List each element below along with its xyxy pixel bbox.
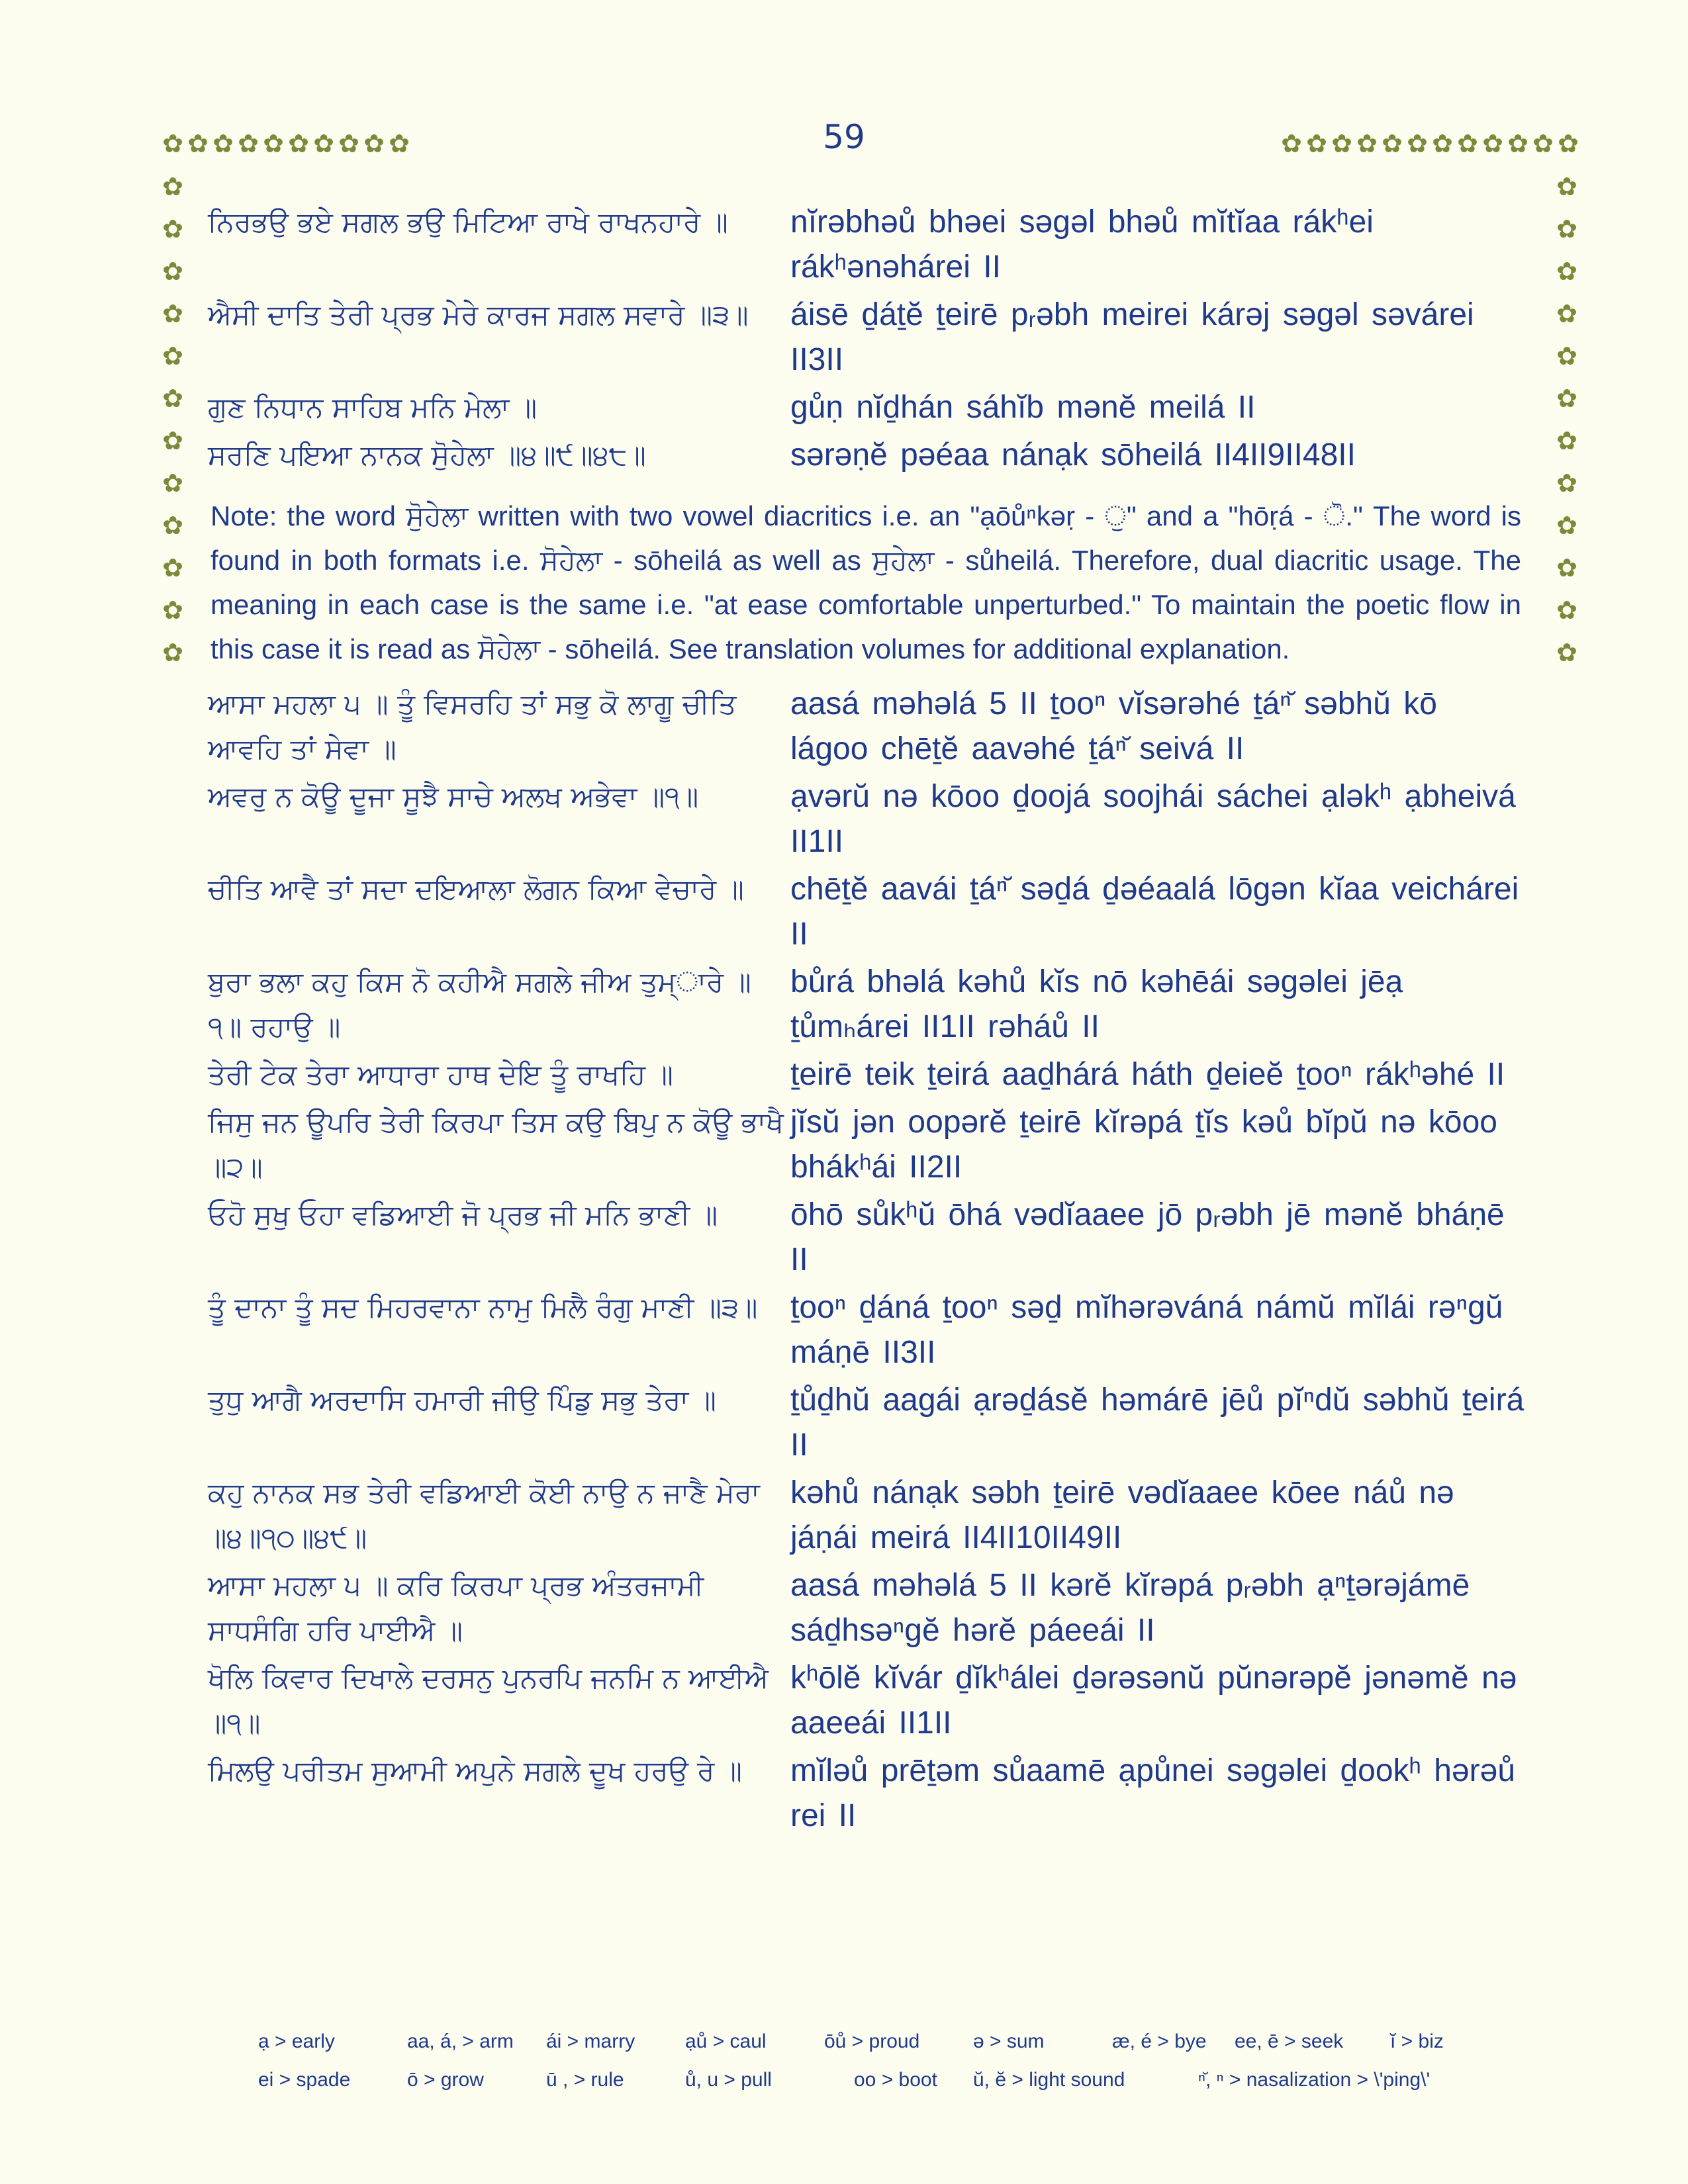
legend-item: ů, u > pull [685,2069,772,2091]
gurmukhi-verse: ਤੇਰੀ ਟੇਕ ਤੇਰਾ ਆਧਾਰਾ ਹਾਥ ਦੇਇ ਤੂੰ ਰਾਖਹਿ ॥ [208,1058,673,1091]
flower-ornament-icon: ✿ [1556,172,1577,201]
flower-ornament-icon: ✿ [162,299,183,328]
flower-ornament-icon: ✿ [313,129,334,158]
legend-item: ŭ, ĕ > light sound [973,2069,1125,2091]
flower-ornament-icon: ✿ [1556,341,1577,371]
flower-ornament-icon: ✿ [162,426,183,455]
verse-row [208,1471,1525,1561]
gurmukhi-verse: ਗੁਣ ਨਿਧਾਨ ਸਾਹਿਬ ਮਨਿ ਮੇਲਾ ॥ [208,391,538,424]
flower-ornament-icon: ✿ [1407,129,1428,158]
gurmukhi-verse: ਖੋਲਿ ਕਿਵਾਰ ਦਿਖਾਲੇ ਦਰਸਨੁ ਪੁਨਰਪਿ ਜਨਮਿ ਨ ਆਈਐ ॥੧॥ [208,1662,769,1739]
gurmukhi-verse: ਐਸੀ ਦਾਤਿ ਤੇਰੀ ਪ੍ਰਭ ਮੇਰੇ ਕਾਰਜ ਸਗਲ ਸਵਾਰੇ ॥੩॥ [208,298,749,331]
legend-item: aa, á, > arm [407,2030,514,2052]
verse-row [208,682,1525,772]
transliteration: kʰōlĕ kĭvár ḏĭkʰálei ḏərəsənŭ pŭnərəpĕ jənəmĕ nə aaeeái II1II [790,1661,1517,1741]
transliteration: aasá məhəlá 5 II kərĕ kĭrəpá pᵣəbh ạⁿṯərəjámē sáḏhsəⁿgĕ hərĕ páeeái II [790,1568,1470,1648]
flower-ornament-icon: ✿ [162,341,183,371]
transliteration: chēṯĕ aavái ṯáⁿ̆ səḏá ḏəéaalá lōgən kĭaa veichárei II [790,872,1519,952]
gurmukhi-verse: ਚੀਤਿ ਆਵੈ ਤਾਂ ਸਦਾ ਦਇਆਲਾ ਲੋਗਨ ਕਿਆ ਵੇਚਾਰੇ ॥ [208,873,744,905]
flower-ornament-icon: ✿ [162,469,183,498]
verse-row [208,433,1525,478]
diacritic-note: Note: the word ਸੋੁਹੇਲਾ written with two vowel diacritics i.e. an "ạōůⁿkəṛ - ੁ" and a "hōṛá - ੋ." The word is found in both formats i.e. ਸੋਹੇਲਾ - sōheilá as well as ਸੁਹੇਲਾ - sůheilá. Therefore, dual diacritic usage. The meaning in each case is the same i.e. "at ease comfortable unperturbed." To maintain the poetic flow in this case it is read as ਸੋਹੇਲਾ - sōheilá. See translation volumes for additional explanation. [211,500,1521,664]
verse-row [208,1378,1525,1468]
flower-ornament-icon: ✿ [162,257,183,286]
transliteration: ōhō sůkʰŭ ōhá vədĭaaee jō pᵣəbh jē mənĕ bháṇē II [790,1197,1505,1277]
flower-ornament-icon: ✿ [1482,129,1503,158]
flower-ornament-icon: ✿ [1556,553,1577,582]
gurmukhi-verse: ਓਹੋ ਸੁਖੁ ਓਹਾ ਵਡਿਆਈ ਜੋ ਪ੍ਰਭ ਜੀ ਮਨਿ ਭਾਣੀ ॥ [208,1199,718,1231]
flower-ornament-icon: ✿ [238,129,259,158]
flower-ornament-icon: ✿ [162,172,183,201]
flower-ornament-icon: ✿ [1331,129,1352,158]
legend-item: æ, é > bye [1112,2030,1207,2052]
legend-item: ái > marry [546,2030,635,2052]
flower-ornament-icon: ✿ [1507,129,1528,158]
flower-ornament-icon: ✿ [1532,129,1554,158]
gurmukhi-verse: ਤੂੰ ਦਾਨਾ ਤੂੰ ਸਦ ਮਿਹਰਵਾਨਾ ਨਾਮੁ ਮਿਲੈ ਰੰਗੁ ਮਾਣੀ ॥੩॥ [208,1291,758,1324]
transliteration: gůṇ nĭḏhán sáhĭb mənĕ meilá II [790,390,1256,425]
flower-ornament-icon: ✿ [1556,638,1577,667]
flower-ornament-icon: ✿ [288,129,309,158]
legend-item: ō > grow [407,2069,484,2091]
verse-row [208,1193,1525,1283]
legend-item: ei > spade [258,2069,351,2091]
flower-ornament-icon: ✿ [1556,426,1577,455]
gurmukhi-verse: ਅਵਰੁ ਨ ਕੋਊ ਦੂਜਾ ਸੂਝੈ ਸਾਚੇ ਅਲਖ ਅਭੇਵਾ ॥੧॥ [208,780,699,813]
transliteration: aasá məhəlá 5 II ṯooⁿ vĭsərəhé ṯáⁿ̆ səbhŭ kō lágoo chēṯĕ aavəhé ṯáⁿ̆ seivá II [790,686,1437,766]
ornament-row-top-right [1279,131,1581,156]
flower-ornament-icon: ✿ [1556,384,1577,413]
gurmukhi-verse: ਮਿਲਉ ਪਰੀਤਮ ਸੁਆਮੀ ਅਪੁਨੇ ਸਗਲੇ ਦੂਖ ਹਰਉ ਰੇ ॥ [208,1754,742,1787]
verse-row [208,1656,1525,1746]
flower-ornament-icon: ✿ [1432,129,1453,158]
flower-ornament-icon: ✿ [1556,596,1577,625]
legend-item: ⁿ̆, ⁿ > nasalization > \'ping\' [1198,2069,1430,2091]
legend-item: ōů > proud [824,2030,920,2052]
flower-ornament-icon: ✿ [1281,129,1302,158]
flower-ornament-icon: ✿ [1457,129,1478,158]
verse-row [208,200,1525,290]
flower-ornament-icon: ✿ [187,129,209,158]
scripture-content [208,200,1525,1839]
gurmukhi-verse: ਨਿਰਭਉ ਭਏ ਸਗਲ ਭਉ ਮਿਟਿਆ ਰਾਖੇ ਰਾਖਨਹਾਰੇ ॥ [208,206,728,238]
flower-ornament-icon: ✿ [162,384,183,413]
flower-ornament-icon: ✿ [1558,129,1579,158]
legend-item: ū , > rule [546,2069,624,2091]
legend-item: oo > boot [854,2069,937,2091]
transliteration: mĭləů prēṯəm sůaamē ạpůnei səgəlei ḏookʰ hərəů rei II [790,1753,1516,1833]
page-number: 59 [823,118,865,156]
flower-ornament-icon: ✿ [162,638,183,667]
verse-row [208,1100,1525,1190]
flower-ornament-icon: ✿ [1382,129,1403,158]
ornament-column-right [1554,165,1579,674]
flower-ornament-icon: ✿ [1356,129,1378,158]
transliteration: bůrá bhəlá kəhů kĭs nō kəhēái səgəlei jēạ ṯůmₕárei II1II rəháů II [790,964,1403,1044]
flower-ornament-icon: ✿ [1306,129,1327,158]
flower-ornament-icon: ✿ [162,129,183,158]
verse-row [208,867,1525,957]
flower-ornament-icon: ✿ [1556,469,1577,498]
gurmukhi-verse: ਬੁਰਾ ਭਲਾ ਕਹੁ ਕਿਸ ਨੋ ਕਹੀਐ ਸਗਲੇ ਜੀਅ ਤੁਮ੍ਾਰੇ ॥੧॥ ਰਹਾਉ ॥ [208,966,751,1043]
flower-ornament-icon: ✿ [1556,511,1577,540]
verse-row [208,385,1525,430]
transliteration: nĭrəbhəů bhəei səgəl bhəů mĭtĭaa rákʰei rákʰənəhárei II [790,205,1374,285]
transliteration: ạvərŭ nə kōoo ḏoojá soojhái sáchei ạləkʰ ạbheivá II1II [790,779,1516,859]
flower-ornament-icon: ✿ [1556,214,1577,244]
flower-ornament-icon: ✿ [162,214,183,244]
legend-item: ạů > caul [685,2030,767,2052]
flower-ornament-icon: ✿ [389,129,410,158]
transliteration: ṯeirē teik ṯeirá aaḏhárá háth ḏeieĕ ṯooⁿ rákʰəhé II [790,1057,1505,1092]
ornament-row-top-left [160,131,412,156]
legend-item: ạ > early [258,2030,335,2052]
gurmukhi-verse: ਕਹੁ ਨਾਨਕ ਸਭ ਤੇਰੀ ਵਡਿਆਈ ਕੋਈ ਨਾਉ ਨ ਜਾਣੈ ਮੇਰਾ ॥੪॥੧੦॥੪੯॥ [208,1477,760,1554]
ornament-column-left [160,165,185,674]
verse-row [208,774,1525,864]
gurmukhi-verse: ਜਿਸੁ ਜਨ ਊਪਰਿ ਤੇਰੀ ਕਿਰਪਾ ਤਿਸ ਕਉ ਬਿਪੁ ਨ ਕੋਊ ਭਾਖੈ ॥੨॥ [208,1106,784,1183]
legend-item: ə > sum [973,2030,1045,2052]
verse-row [208,1285,1525,1375]
flower-ornament-icon: ✿ [1556,257,1577,286]
legend-item: ee, ē > seek [1235,2030,1344,2052]
verse-row [208,293,1525,383]
pronunciation-legend [258,2030,1516,2107]
flower-ornament-icon: ✿ [338,129,359,158]
legend-row [258,2069,1516,2107]
verse-row [208,1563,1525,1653]
transliteration: ṯooⁿ ḏáná ṯooⁿ səḏ mĭhərəváná námŭ mĭlái rəⁿgŭ máṇē II3II [790,1290,1503,1370]
verse-row [208,1052,1525,1097]
flower-ornament-icon: ✿ [363,129,385,158]
legend-item: ĭ > biz [1390,2030,1444,2052]
gurmukhi-verse: ਤੁਧੁ ਆਗੈ ਅਰਦਾਸਿ ਹਮਾਰੀ ਜੀਉ ਪਿੰਡੁ ਸਭੁ ਤੇਰਾ ॥ [208,1384,716,1416]
verse-row [208,1749,1525,1839]
transliteration: kəhů nánạk səbh ṯeirē vədĭaaee kōee náů nə jáṇái meirá II4II10II49II [790,1475,1454,1555]
flower-ornament-icon: ✿ [162,511,183,540]
transliteration: sərəṇĕ pəéaa nánạk sōheilá II4II9II48II [790,437,1356,473]
flower-ornament-icon: ✿ [162,596,183,625]
flower-ornament-icon: ✿ [1556,299,1577,328]
flower-ornament-icon: ✿ [263,129,284,158]
gurmukhi-verse: ਆਸਾ ਮਹਲਾ ੫ ॥ ਕਰਿ ਕਿਰਪਾ ਪ੍ਰਭ ਅੰਤਰਜਾਮੀ ਸਾਧਸੰਗਿ ਹਰਿ ਪਾਈਐ ॥ [208,1569,704,1647]
flower-ornament-icon: ✿ [212,129,234,158]
gurmukhi-verse: ਸਰਣਿ ਪਇਆ ਨਾਨਕ ਸੋੁਹੇਲਾ ॥੪॥੯॥੪੮॥ [208,439,646,471]
transliteration: áisē ḏáṯĕ ṯeirē pᵣəbh meirei kárəj səgəl səvárei II3II [790,297,1474,377]
gurmukhi-verse: ਆਸਾ ਮਹਲਾ ੫ ॥ ਤੂੰ ਵਿਸਰਹਿ ਤਾਂ ਸਭੁ ਕੋ ਲਾਗੂ ਚੀਤਿ ਆਵਹਿ ਤਾਂ ਸੇਵਾ ॥ [208,688,737,765]
transliteration: jĭsŭ jən oopərĕ ṯeirē kĭrəpá ṯĭs kəů bĭpŭ nə kōoo bhákʰái II2II [790,1105,1497,1185]
flower-ornament-icon: ✿ [162,553,183,582]
verse-row [208,960,1525,1050]
legend-row [258,2030,1516,2069]
transliteration: ṯůḏhŭ aagái ạrəḏásĕ həmárē jēů pĭⁿdŭ səbhŭ ṯeirá II [790,1383,1524,1463]
